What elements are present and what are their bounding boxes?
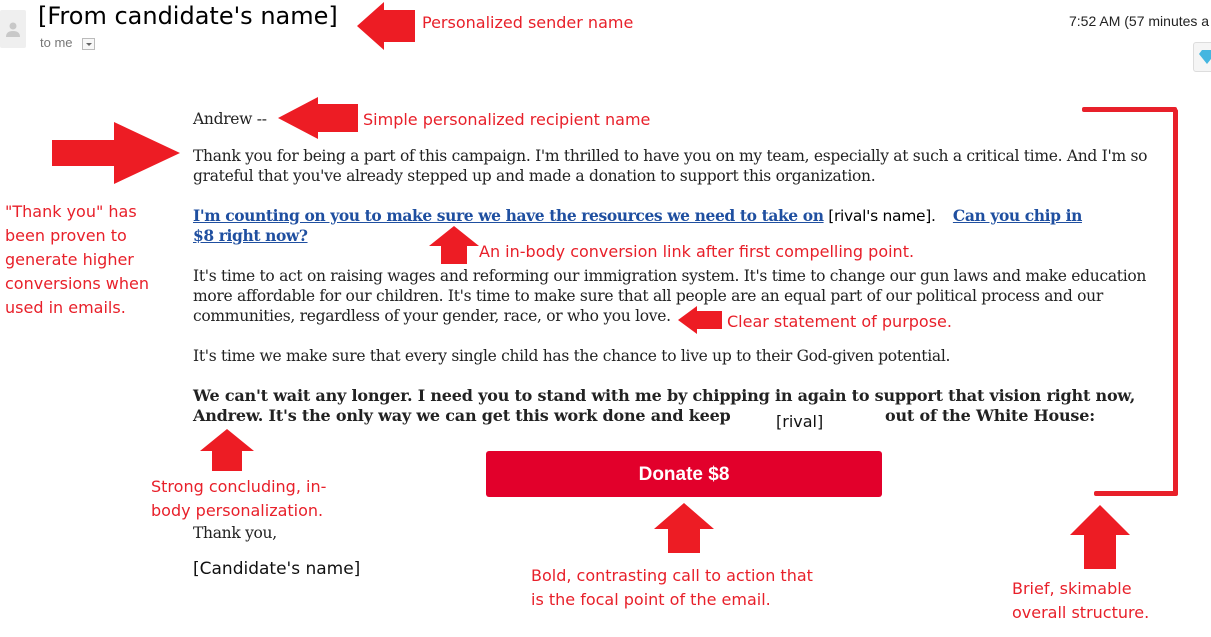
paragraph-thank-you xyxy=(193,146,1147,186)
signature: [Candidate's name] xyxy=(193,559,361,579)
annotation-recipient: Simple personalized recipient name xyxy=(363,110,651,129)
email-greeting: Andrew -- xyxy=(193,110,267,128)
text-line: more affordable for our children. It's time to make sure that all people are an equal part of our political process and our xyxy=(193,287,1103,305)
sign-off: Thank you, xyxy=(193,524,277,542)
annotation-personalization xyxy=(151,475,326,523)
annotation-line: Brief, skimable xyxy=(1012,579,1132,598)
gem-button[interactable] xyxy=(1193,42,1211,72)
email-timestamp: 7:52 AM (57 minutes a xyxy=(1069,13,1210,29)
annotation-line: generate higher xyxy=(5,250,134,269)
annotation-line: used in emails. xyxy=(5,298,126,317)
annotation-cta xyxy=(531,564,813,612)
annotation-line: is the focal point of the email. xyxy=(531,590,771,609)
text-line: communities, regardless of your gender, race, or who you love. xyxy=(193,307,671,325)
structure-bracket-top xyxy=(1082,107,1177,112)
arrow-up-icon xyxy=(198,427,256,473)
annotation-structure xyxy=(1012,577,1149,625)
paragraph-purpose xyxy=(193,266,1146,326)
annotation-line: "Thank you" has xyxy=(5,202,137,221)
arrow-right-icon xyxy=(50,120,182,186)
annotation-thank-you xyxy=(5,200,149,320)
text-segment: Andrew. It's the only way we can get this work done and keep xyxy=(193,406,731,425)
annotation-purpose: Clear statement of purpose. xyxy=(727,312,952,331)
rival-name-placeholder: [rival's name]. xyxy=(828,207,936,225)
annotation-line: Bold, contrasting call to action that xyxy=(531,566,813,585)
annotation-line: Strong concluding, in- xyxy=(151,477,327,496)
arrow-up-icon xyxy=(652,501,716,555)
sender-avatar xyxy=(0,10,26,48)
arrow-up-icon xyxy=(1068,503,1132,571)
arrow-left-icon xyxy=(276,95,360,141)
gem-icon xyxy=(1199,50,1211,64)
structure-bracket-bottom xyxy=(1094,491,1178,496)
annotation-line: overall structure. xyxy=(1012,603,1150,622)
text-line: It's time to act on raising wages and reforming our immigration system. It's time to change our gun laws and make education xyxy=(193,267,1147,285)
arrow-left-icon xyxy=(355,0,417,52)
paragraph-potential: It's time we make sure that every single child has the chance to live up to their God-given potential. xyxy=(193,347,951,365)
text-line: Thank you for being a part of this campaign. I'm thrilled to have you on my team, especially at such a critical time. And I'm so xyxy=(193,147,1148,165)
arrow-up-icon xyxy=(427,224,481,266)
recipient-details-dropdown[interactable] xyxy=(82,38,95,50)
annotation-conversion-link: An in-body conversion link after first compelling point. xyxy=(479,242,915,261)
resources-link[interactable]: I'm counting on you to make sure we have the resources we need to take on xyxy=(193,206,824,225)
sender-name: [From candidate's name] xyxy=(38,2,338,30)
arrow-left-icon xyxy=(676,304,724,336)
text-line: grateful that you've already stepped up and made a donation to support this organization. xyxy=(193,167,876,185)
annotation-line: been proven to xyxy=(5,226,127,245)
text-line: We can't wait any longer. I need you to stand with me by chipping in again to support that vision right now, xyxy=(193,386,1136,405)
recipient-label: to me xyxy=(40,35,73,50)
chip-in-link-continued[interactable]: $8 right now? xyxy=(193,226,308,245)
text-segment-white-house: out of the White House: xyxy=(885,406,1095,425)
structure-bracket-right xyxy=(1173,109,1178,495)
person-icon xyxy=(5,22,21,38)
annotation-line: body personalization. xyxy=(151,501,324,520)
donate-button[interactable]: Donate $8 xyxy=(486,451,882,497)
annotation-line: conversions when xyxy=(5,274,149,293)
chip-in-link[interactable]: Can you chip in xyxy=(952,206,1082,225)
rival-placeholder: [rival] xyxy=(776,412,824,431)
annotation-sender: Personalized sender name xyxy=(422,13,634,32)
